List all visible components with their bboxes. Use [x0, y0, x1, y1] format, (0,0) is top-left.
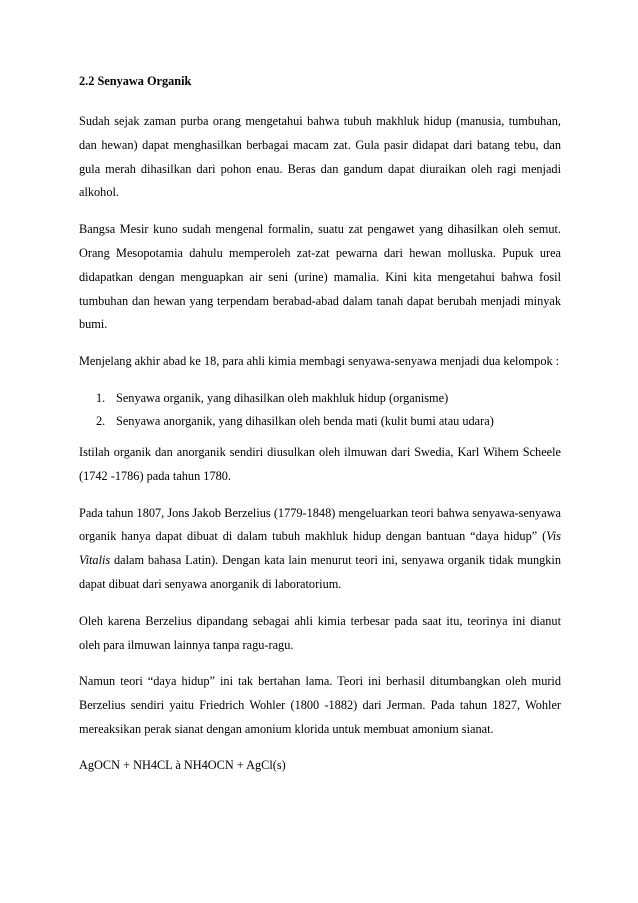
paragraph-2: Bangsa Mesir kuno sudah mengenal formalin, suatu zat pengawet yang dihasilkan oleh semut. Orang Mesopotamia dahulu memperoleh zat-zat pewarna dari hewan molluska. Pupuk urea didapatkan dengan menguapkan air seni (urine) mamalia. Kini kita mengetahui bahwa fosil tumbuhan dan hewan yang terpendam berabad-abad dalam tanah dapat berubah menjadi minyak bumi. [79, 222, 561, 332]
list-item-text: Senyawa organik, yang dihasilkan oleh makhluk hidup (organisme) [116, 390, 449, 405]
paragraph-5-text-a: Pada tahun 1807, Jons Jakob Berzelius (1779-1848) mengeluarkan teori bahwa senyawa-senyawa organik hanya dapat dibuat di dalam tubuh makhluk hidup dengan bantuan “daya hidup” ( [79, 505, 561, 544]
paragraph-5 [79, 502, 561, 597]
numbered-list [79, 387, 561, 433]
list-item [79, 387, 561, 410]
paragraph-3: Menjelang akhir abad ke 18, para ahli kimia membagi senyawa-senyawa menjadi dua kelompok : [79, 354, 560, 369]
list-item [79, 410, 561, 433]
chemical-equation: AgOCN + NH4CL à NH4OCN + AgCl(s) [79, 757, 286, 772]
section-heading: 2.2 Senyawa Organik [79, 74, 192, 88]
paragraph-5-text-b: dalam bahasa Latin). Dengan kata lain menurut teori ini, senyawa organik tidak mungkin dapat dibuat dari senyawa anorganik di laboratorium. [79, 553, 561, 591]
document-content [79, 72, 561, 775]
list-item-number: 1. [96, 390, 106, 405]
paragraph-6: Oleh karena Berzelius dipandang sebagai ahli kimia terbesar pada saat itu, teorinya ini dianut oleh para ilmuwan lainnya tanpa ragu-ragu. [79, 613, 561, 652]
list-item-text: Senyawa anorganik, yang dihasilkan oleh benda mati (kulit bumi atau udara) [116, 413, 494, 428]
paragraph-4: Istilah organik dan anorganik sendiri diusulkan oleh ilmuwan dari Swedia, Karl Wihem Scheele (1742 -1786) pada tahun 1780. [79, 444, 561, 483]
paragraph-1: Sudah sejak zaman purba orang mengetahui bahwa tubuh makhluk hidup (manusia, tumbuhan, dan hewan) dapat menghasilkan berbagai macam zat. Gula pasir didapat dari batang tebu, dan gula merah dihasilkan dari pohon enau. Beras dan gandum dapat diuraikan oleh ragi menjadi alkohol. [79, 114, 561, 200]
paragraph-7: Namun teori “daya hidup” ini tak bertahan lama. Teori ini berhasil ditumbangkan oleh murid Berzelius sendiri yaitu Friedrich Wohler (1800 -1882) dari Jerman. Pada tahun 1827, Wohler mereaksikan perak sianat dengan amonium klorida untuk membuat amonium sianat. [79, 674, 561, 736]
list-item-number: 2. [96, 413, 106, 428]
paragraph-5-italic: Vis Vitalis [79, 529, 561, 568]
